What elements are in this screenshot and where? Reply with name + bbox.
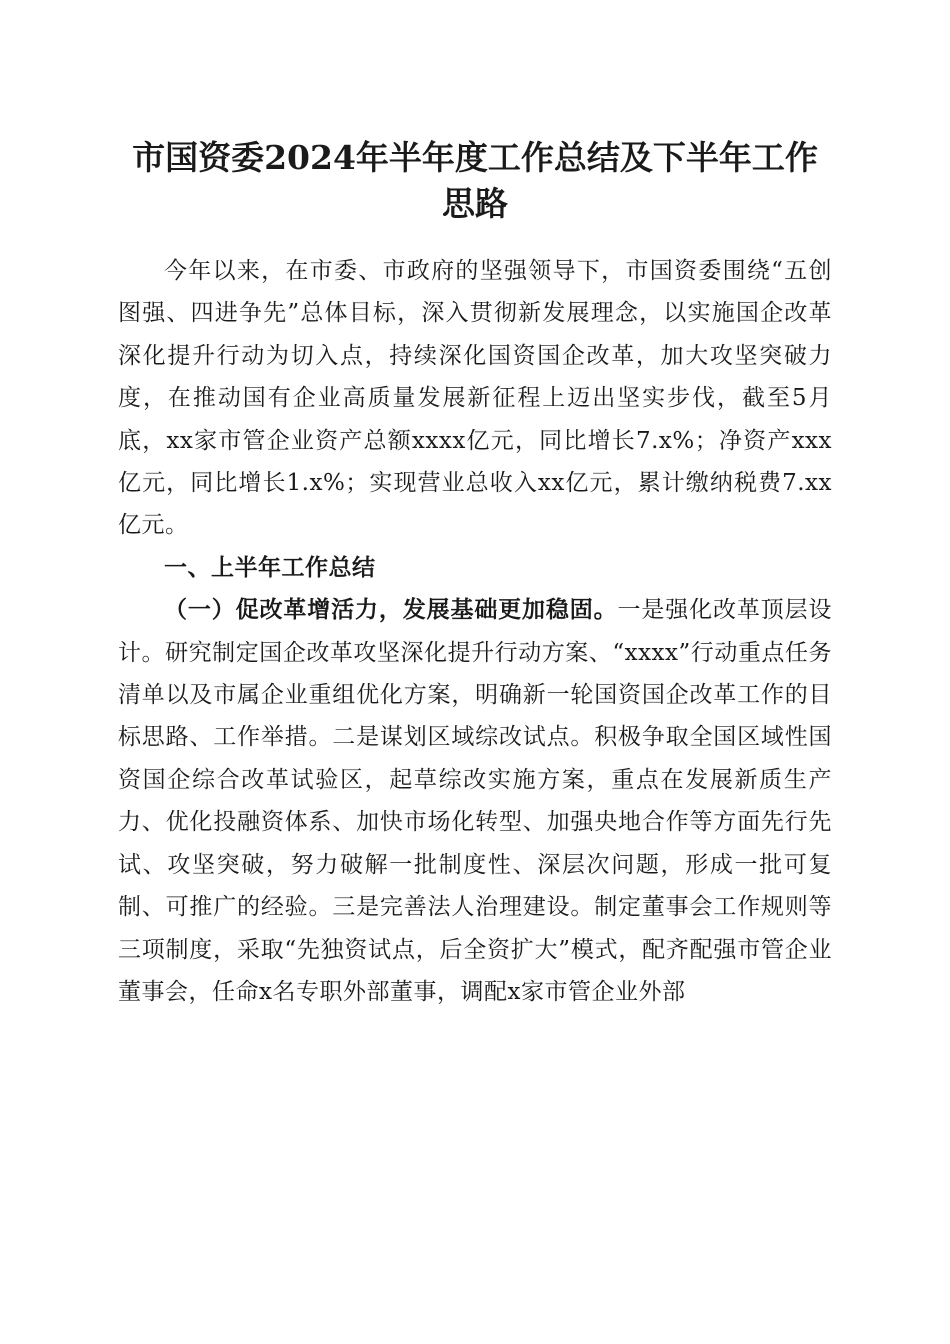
- document-title: 市国资委2024年半年度工作总结及下半年工作思路: [132, 138, 818, 223]
- subsection-text: 一是强化改革顶层设计。研究制定国企改革攻坚深化提升行动方案、“xxxx”行动重点任务清单以及市属企业重组优化方案，明确新一轮国资国企改革工作的目标思路、工作举措。二是谋划区域综改试点。积极争取全国区域性国资国企综合改革试验区，起草综改实施方案，重点在发展新质生产力、优化投融资体系、加快市场化转型、加强央地合作等方面先行先试、攻坚突破，努力破解一批制度性、深层次问题，形成一批可复制、可推广的经验。三是完善法人治理建设。制定董事会工作规则等三项制度，采取“先独资试点，后全资扩大”模式，配齐配强市管企业董事会，任命x名专职外部董事，调配x家市管企业外部: [118, 597, 833, 1005]
- subsection-lead: （一）促改革增活力，发展基础更加稳固。: [164, 596, 618, 624]
- intro-paragraph: 今年以来，在市委、市政府的坚强领导下，市国资委围绕“五创图强、四进争先”总体目标，深入贯彻新发展理念，以实施国企改革深化提升行动为切入点，持续深化国资国企改革，加大攻坚突破力度，在推动国有企业高质量发展新征程上迈出坚实步伐，截至5月底，xx家市管企业资产总额xxxx亿元，同比增长7.x%；净资产xxx亿元，同比增长1.x%；实现营业总收入xx亿元，累计缴纳税费7.xx亿元。: [118, 258, 832, 539]
- subsection-paragraph: [118, 589, 832, 1013]
- section-heading: 一、上半年工作总结: [164, 554, 376, 581]
- document-body: [118, 250, 832, 1013]
